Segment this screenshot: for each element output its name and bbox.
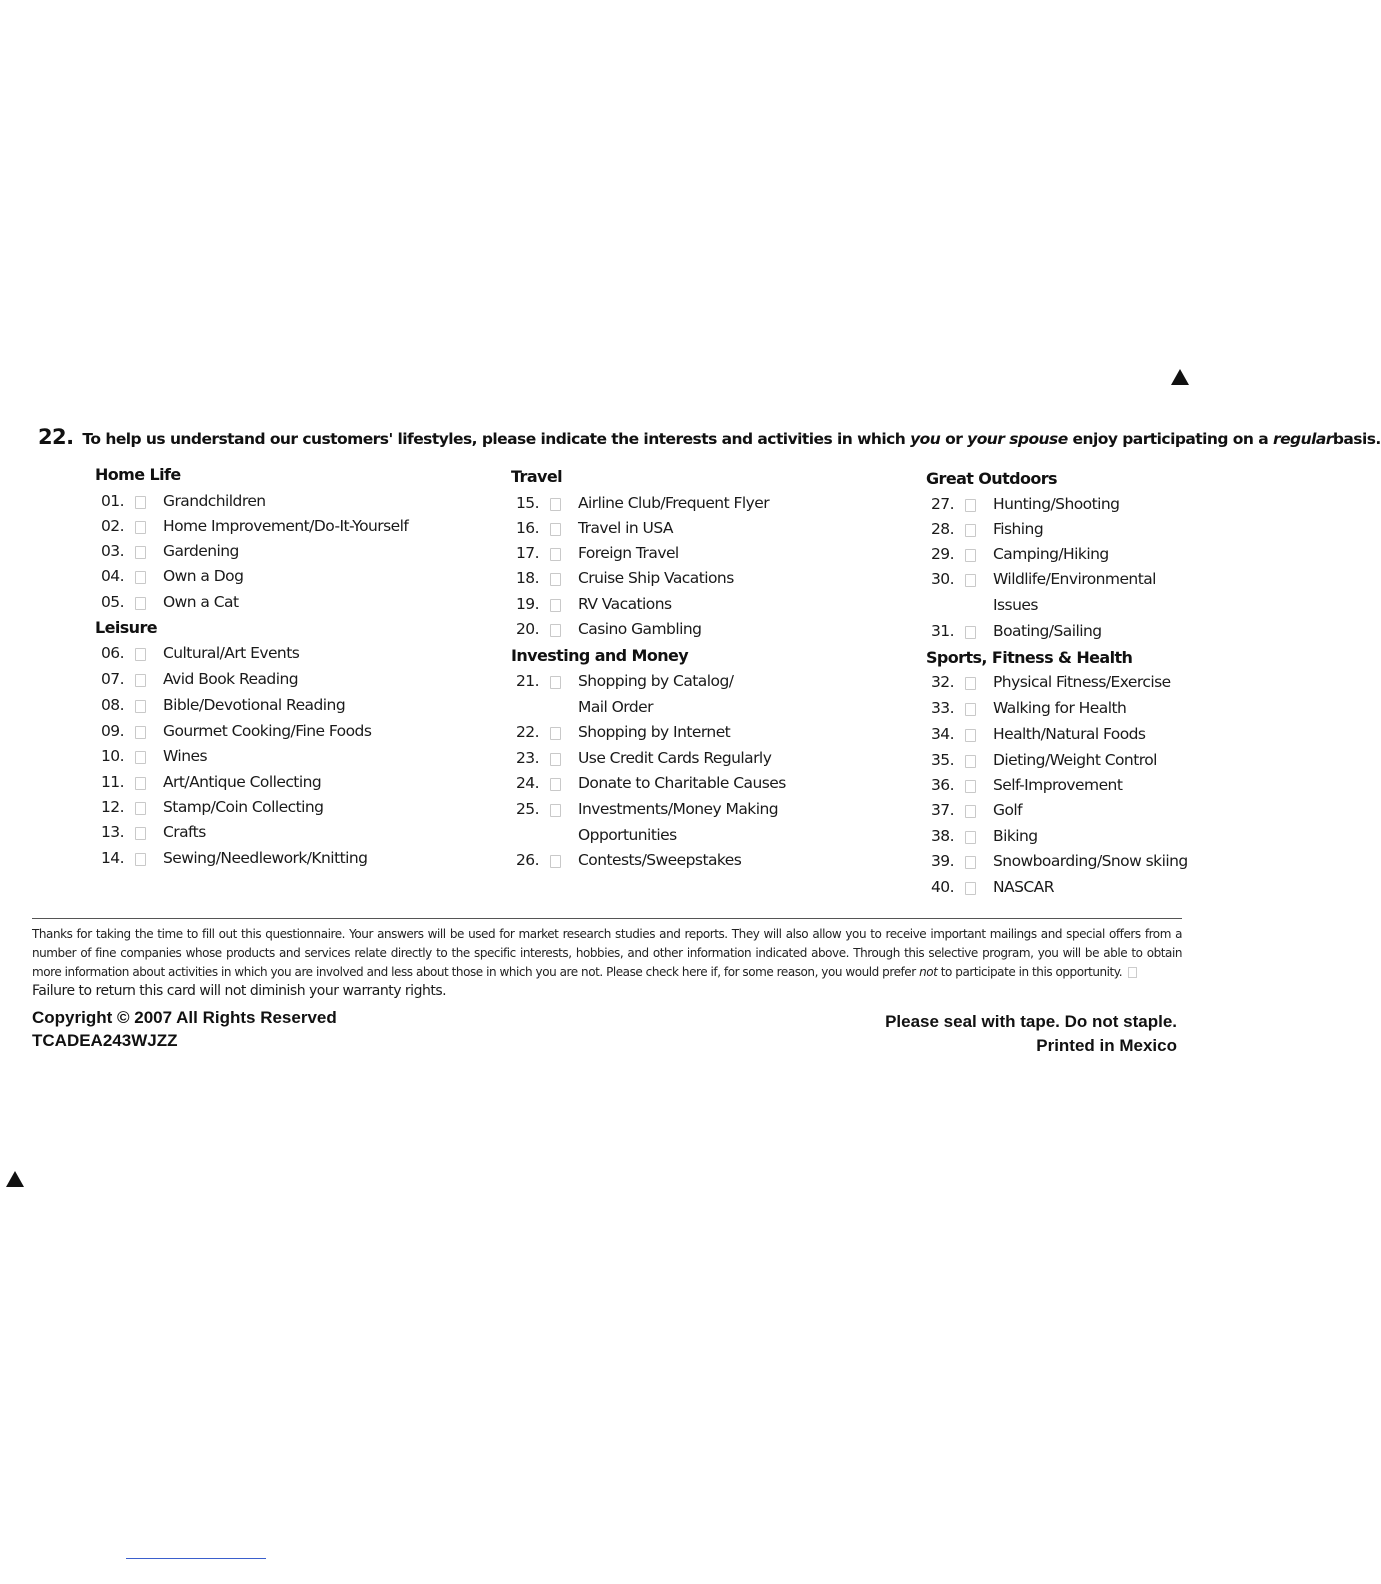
item-label: Dieting/Weight Control: [993, 751, 1157, 769]
item-label: Cruise Ship Vacations: [578, 569, 734, 587]
form-code: TCADEA243WJZZ: [32, 1031, 178, 1050]
item-checkbox[interactable]: [135, 546, 146, 559]
item-checkbox[interactable]: [965, 831, 976, 844]
item-checkbox[interactable]: [550, 855, 561, 868]
item-number: 21.: [516, 672, 540, 690]
item-checkbox[interactable]: [965, 549, 976, 562]
item-number: 09.: [101, 722, 125, 740]
item-checkbox[interactable]: [550, 498, 561, 511]
item-label: Bible/Devotional Reading: [163, 696, 346, 714]
item-label: RV Vacations: [578, 595, 672, 613]
item-label: Home Improvement/Do-It-Yourself: [163, 517, 409, 535]
item-checkbox[interactable]: [135, 700, 146, 713]
triangle-marker-icon: [6, 1171, 24, 1187]
question-mid: enjoy participating on a: [1072, 430, 1269, 448]
triangle-marker-icon: [1171, 369, 1189, 385]
item-label: Fishing: [993, 520, 1044, 538]
failure-note: Failure to return this card will not diminish your warranty rights.: [32, 983, 447, 999]
item-checkbox[interactable]: [135, 521, 146, 534]
item-number: 06.: [101, 644, 125, 662]
item-label: Travel in USA: [578, 519, 673, 537]
item-label-continued: Issues: [993, 596, 1038, 614]
item-checkbox[interactable]: [135, 827, 146, 840]
thanks-text: Thanks for taking the time to fill out this questionnaire. Your answers will be used for market research studies and reports. They will also allow you to receive important mailings and special offers from a number of fine companies whose products and services relate directly to the specific interests, hobbies, and other information indicated above. Through this selective program, you will be able to obtain more information about activities in which you are involved and less about those in which you are not. Please check here if, for some reason, you would prefer: [32, 927, 1182, 979]
item-checkbox[interactable]: [135, 853, 146, 866]
item-label: Wines: [163, 747, 207, 765]
item-checkbox[interactable]: [550, 753, 561, 766]
item-number: 30.: [931, 570, 955, 588]
item-label: Health/Natural Foods: [993, 725, 1146, 743]
copyright: Copyright © 2007 All Rights Reserved: [32, 1008, 337, 1027]
item-checkbox[interactable]: [135, 648, 146, 661]
item-label: Snowboarding/Snow skiing: [993, 852, 1188, 870]
thanks-text-end: to participate in this opportunity.: [940, 965, 1123, 979]
item-checkbox[interactable]: [135, 777, 146, 790]
item-label: Walking for Health: [993, 699, 1127, 717]
printed-in: Printed in Mexico: [1036, 1036, 1177, 1055]
item-number: 11.: [101, 773, 125, 791]
item-number: 34.: [931, 725, 955, 743]
item-number: 28.: [931, 520, 955, 538]
item-label: Avid Book Reading: [163, 670, 299, 688]
item-number: 16.: [516, 519, 540, 537]
question-regular: regular: [1272, 430, 1333, 448]
item-number: 40.: [931, 878, 955, 896]
item-checkbox[interactable]: [965, 780, 976, 793]
item-number: 18.: [516, 569, 540, 587]
question-text: To help us understand our customers' lifestyles, please indicate the interests and activities in which: [82, 430, 906, 448]
item-label: Gardening: [163, 542, 239, 560]
item-number: 14.: [101, 849, 125, 867]
item-number: 05.: [101, 593, 125, 611]
item-number: 36.: [931, 776, 955, 794]
item-checkbox[interactable]: [550, 804, 561, 817]
item-label: Physical Fitness/Exercise: [993, 673, 1171, 691]
section-leisure: Leisure: [95, 618, 157, 637]
item-number: 27.: [931, 495, 955, 513]
item-label: Sewing/Needlework/Knitting: [163, 849, 368, 867]
item-checkbox[interactable]: [135, 496, 146, 509]
item-label: Camping/Hiking: [993, 545, 1109, 563]
section-great-outdoors: Great Outdoors: [926, 469, 1057, 488]
item-number: 33.: [931, 699, 955, 717]
divider: [32, 918, 1182, 919]
section-home-life: Home Life: [95, 465, 181, 484]
item-number: 23.: [516, 749, 540, 767]
item-label: Casino Gambling: [578, 620, 702, 638]
item-number: 35.: [931, 751, 955, 769]
item-label: Grandchildren: [163, 492, 266, 510]
item-label: Gourmet Cooking/Fine Foods: [163, 722, 372, 740]
item-number: 01.: [101, 492, 125, 510]
item-checkbox[interactable]: [965, 626, 976, 639]
item-label: Foreign Travel: [578, 544, 679, 562]
item-checkbox[interactable]: [550, 624, 561, 637]
thanks-not: not: [919, 965, 938, 979]
item-checkbox[interactable]: [550, 599, 561, 612]
item-label-continued: Mail Order: [578, 698, 653, 716]
item-number: 02.: [101, 517, 125, 535]
item-label: Self-Improvement: [993, 776, 1123, 794]
item-number: 03.: [101, 542, 125, 560]
item-number: 31.: [931, 622, 955, 640]
item-checkbox[interactable]: [550, 676, 561, 689]
item-number: 04.: [101, 567, 125, 585]
item-label: Shopping by Internet: [578, 723, 731, 741]
item-number: 29.: [931, 545, 955, 563]
item-number: 20.: [516, 620, 540, 638]
item-checkbox[interactable]: [135, 571, 146, 584]
seal-instruction: Please seal with tape. Do not staple.: [885, 1012, 1177, 1031]
item-label: Biking: [993, 827, 1038, 845]
item-checkbox[interactable]: [965, 755, 976, 768]
item-label: NASCAR: [993, 878, 1054, 896]
question-or: or: [945, 430, 963, 448]
section-sports: Sports, Fitness & Health: [926, 648, 1133, 667]
question-title: [38, 425, 1381, 449]
opt-out-checkbox[interactable]: [1128, 967, 1137, 978]
item-number: 07.: [101, 670, 125, 688]
item-checkbox[interactable]: [965, 499, 976, 512]
section-travel: Travel: [511, 467, 563, 486]
item-label-continued: Opportunities: [578, 826, 677, 844]
item-label: Stamp/Coin Collecting: [163, 798, 324, 816]
item-checkbox[interactable]: [135, 802, 146, 815]
item-number: 22.: [516, 723, 540, 741]
item-number: 32.: [931, 673, 955, 691]
item-label: Crafts: [163, 823, 206, 841]
item-number: 37.: [931, 801, 955, 819]
item-label: Airline Club/Frequent Flyer: [578, 494, 770, 512]
item-checkbox[interactable]: [965, 524, 976, 537]
item-label: Investments/Money Making: [578, 800, 779, 818]
item-label: Wildlife/Environmental: [993, 570, 1156, 588]
item-number: 26.: [516, 851, 540, 869]
item-number: 13.: [101, 823, 125, 841]
item-checkbox[interactable]: [965, 703, 976, 716]
underline-mark: [126, 1558, 266, 1559]
item-label: Own a Dog: [163, 567, 244, 585]
item-label: Contests/Sweepstakes: [578, 851, 742, 869]
item-checkbox[interactable]: [135, 726, 146, 739]
item-checkbox[interactable]: [965, 805, 976, 818]
item-label: Shopping by Catalog/: [578, 672, 734, 690]
question-you: you: [910, 430, 941, 448]
item-number: 38.: [931, 827, 955, 845]
item-number: 12.: [101, 798, 125, 816]
question-spouse: your spouse: [967, 430, 1068, 448]
question-end: basis.: [1332, 430, 1381, 448]
thanks-paragraph: [32, 925, 1182, 982]
item-checkbox[interactable]: [550, 727, 561, 740]
item-checkbox[interactable]: [965, 882, 976, 895]
item-checkbox[interactable]: [135, 674, 146, 687]
item-checkbox[interactable]: [965, 729, 976, 742]
item-number: 17.: [516, 544, 540, 562]
item-number: 24.: [516, 774, 540, 792]
item-label: Own a Cat: [163, 593, 239, 611]
item-number: 25.: [516, 800, 540, 818]
item-label: Art/Antique Collecting: [163, 773, 322, 791]
item-checkbox[interactable]: [550, 573, 561, 586]
item-label: Hunting/Shooting: [993, 495, 1120, 513]
item-number: 19.: [516, 595, 540, 613]
item-label: Boating/Sailing: [993, 622, 1102, 640]
item-label: Cultural/Art Events: [163, 644, 300, 662]
item-checkbox[interactable]: [135, 597, 146, 610]
item-checkbox[interactable]: [965, 677, 976, 690]
item-checkbox[interactable]: [965, 856, 976, 869]
item-checkbox[interactable]: [550, 523, 561, 536]
item-number: 10.: [101, 747, 125, 765]
question-number: 22.: [38, 425, 74, 449]
item-label: Use Credit Cards Regularly: [578, 749, 772, 767]
item-label: Donate to Charitable Causes: [578, 774, 786, 792]
section-investing: Investing and Money: [511, 646, 689, 665]
item-number: 39.: [931, 852, 955, 870]
item-number: 08.: [101, 696, 125, 714]
item-checkbox[interactable]: [550, 548, 561, 561]
item-label: Golf: [993, 801, 1023, 819]
item-checkbox[interactable]: [550, 778, 561, 791]
item-checkbox[interactable]: [965, 574, 976, 587]
item-checkbox[interactable]: [135, 751, 146, 764]
item-number: 15.: [516, 494, 540, 512]
